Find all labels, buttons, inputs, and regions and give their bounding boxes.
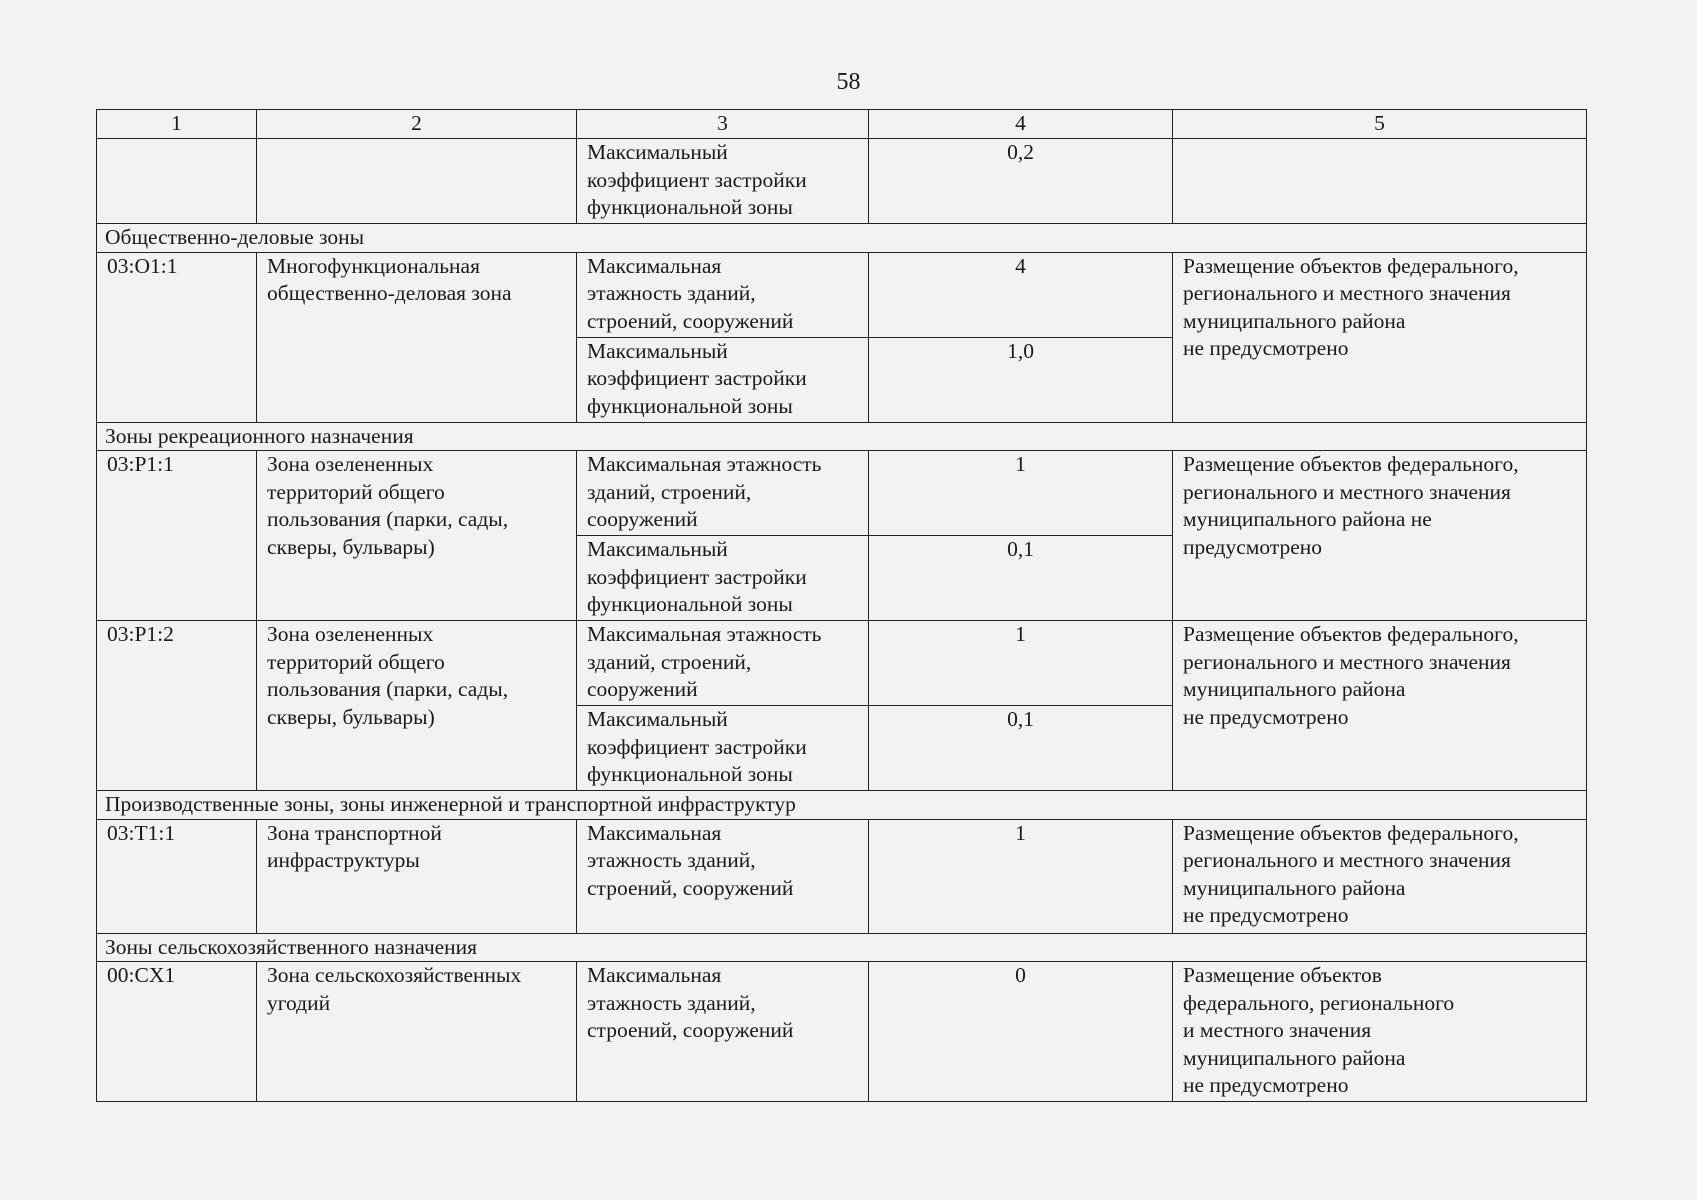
zone-name-cell: Зона озелененных территорий общего пользования (парки, сады, скверы, бульвары) (257, 451, 577, 621)
value-cell: 0,1 (869, 536, 1173, 621)
section-row (97, 422, 1587, 451)
column-header: 2 (257, 110, 577, 139)
parameter-cell: Максимальный коэффициент застройки функциональной зоны (577, 139, 869, 224)
zone-name-cell: Зона озелененных территорий общего пользования (парки, сады, скверы, бульвары) (257, 621, 577, 791)
table-header-row (97, 110, 1587, 139)
zone-name-cell: Зона сельскохозяйственных угодий (257, 962, 577, 1102)
note-cell: Размещение объектов федерального, регионального и местного значения муниципального района не предусмотрено (1173, 451, 1587, 621)
zone-name-cell (257, 139, 577, 224)
table-row (97, 819, 1587, 933)
note-cell: Размещение объектов федерального, регионального и местного значения муниципального района не предусмотрено (1173, 621, 1587, 791)
value-cell: 1,0 (869, 337, 1173, 422)
parameter-cell: Максимальный коэффициент застройки функциональной зоны (577, 536, 869, 621)
zone-code-cell: 03:O1:1 (97, 252, 257, 422)
note-cell (1173, 139, 1587, 224)
section-title: Общественно-деловые зоны (97, 224, 1587, 253)
column-header: 3 (577, 110, 869, 139)
section-title: Зоны сельскохозяйственного назначения (97, 933, 1587, 962)
parameter-cell: Максимальный коэффициент застройки функциональной зоны (577, 337, 869, 422)
value-cell: 1 (869, 621, 1173, 706)
section-title: Производственные зоны, зоны инженерной и транспортной инфраструктур (97, 791, 1587, 820)
zone-name-cell: Многофункциональная общественно-деловая зона (257, 252, 577, 422)
parameter-cell: Максимальная этажность зданий, строений, сооружений (577, 819, 869, 933)
note-cell: Размещение объектов федерального, регионального и местного значения муниципального района не предусмотрено (1173, 252, 1587, 422)
note-cell: Размещение объектов федерального, регионального и местного значения муниципального района не предусмотрено (1173, 819, 1587, 933)
table-row (97, 252, 1587, 337)
value-cell: 1 (869, 451, 1173, 536)
column-header: 1 (97, 110, 257, 139)
value-cell: 1 (869, 819, 1173, 933)
column-header: 5 (1173, 110, 1587, 139)
table-row (97, 962, 1587, 1102)
zone-name-cell: Зона транспортной инфраструктуры (257, 819, 577, 933)
value-cell: 4 (869, 252, 1173, 337)
zones-table (96, 109, 1587, 1102)
parameter-cell: Максимальная этажность зданий, строений, сооружений (577, 962, 869, 1102)
parameter-cell: Максимальная этажность зданий, строений, сооружений (577, 451, 869, 536)
table-row (97, 451, 1587, 536)
zone-code-cell: 03:P1:2 (97, 621, 257, 791)
zone-code-cell: 03:T1:1 (97, 819, 257, 933)
section-row (97, 791, 1587, 820)
zone-code-cell: 03:P1:1 (97, 451, 257, 621)
section-title: Зоны рекреационного назначения (97, 422, 1587, 451)
section-row (97, 224, 1587, 253)
note-cell: Размещение объектов федерального, регионального и местного значения муниципального района не предусмотрено (1173, 962, 1587, 1102)
section-row (97, 933, 1587, 962)
parameter-cell: Максимальная этажность зданий, строений, сооружений (577, 252, 869, 337)
zone-code-cell: 00:CX1 (97, 962, 257, 1102)
column-header: 4 (869, 110, 1173, 139)
value-cell: 0 (869, 962, 1173, 1102)
zone-code-cell (97, 139, 257, 224)
parameter-cell: Максимальная этажность зданий, строений, сооружений (577, 621, 869, 706)
value-cell: 0,2 (869, 139, 1173, 224)
table-row (97, 139, 1587, 224)
table-row (97, 621, 1587, 706)
value-cell: 0,1 (869, 706, 1173, 791)
page-number: 58 (836, 69, 861, 95)
parameter-cell: Максимальный коэффициент застройки функциональной зоны (577, 706, 869, 791)
